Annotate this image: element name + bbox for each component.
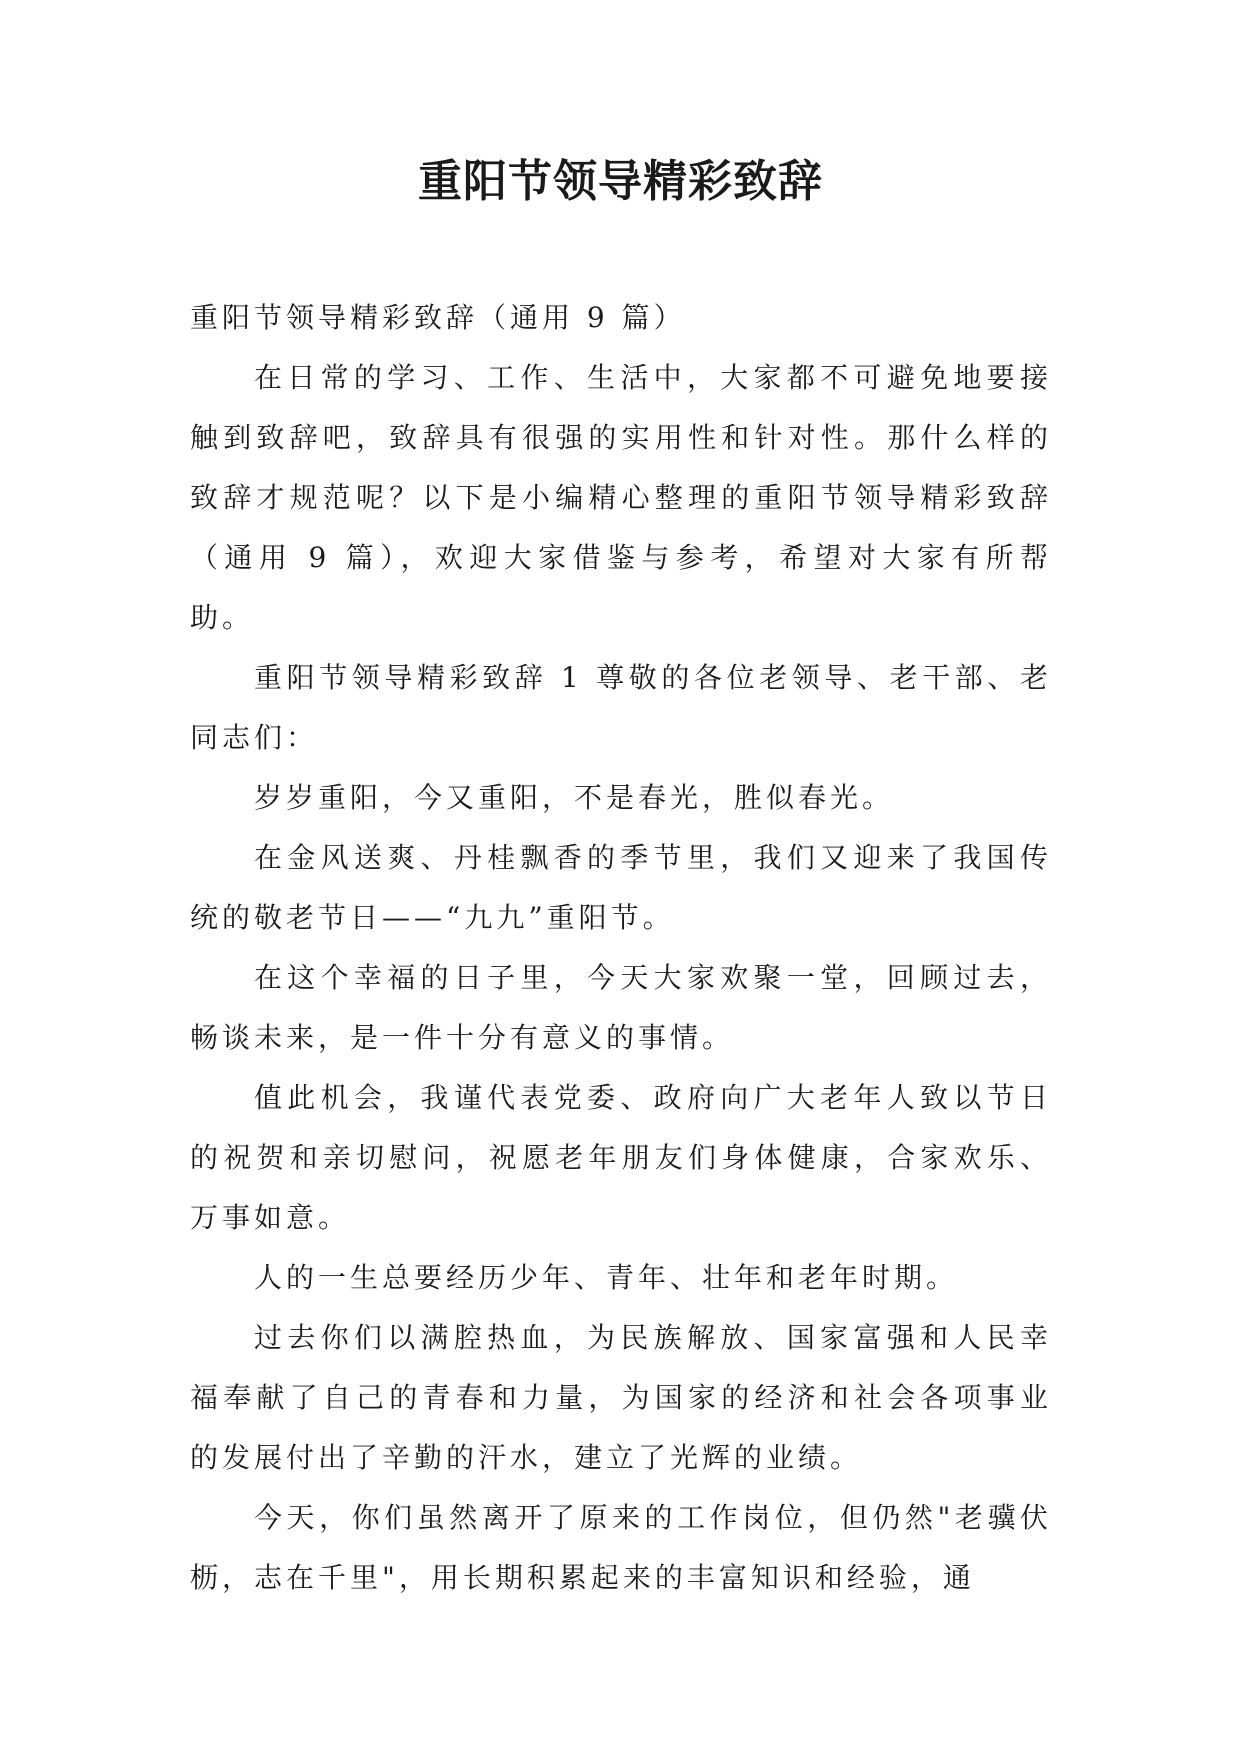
body-paragraph: 在金风送爽、丹桂飘香的季节里，我们又迎来了我国传统的敬老节日——“九九”重阳节。	[190, 841, 1052, 934]
body-paragraph: 岁岁重阳，今又重阳，不是春光，胜似春光。	[254, 781, 895, 814]
body-paragraph: 值此机会，我谨代表党委、政府向广大老年人致以节日的祝贺和亲切慰问，祝愿老年朋友们身体健康，合家欢乐、万事如意。	[190, 1081, 1052, 1234]
body-paragraph: 今天，你们虽然离开了原来的工作岗位，但仍然"老骥伏枥，志在千里"，用长期积累起来的丰富知识和经验，通	[190, 1501, 1052, 1594]
document-title: 重阳节领导精彩致辞	[418, 156, 823, 207]
body-paragraph: 重阳节领导精彩致辞 1 尊敬的各位老领导、老干部、老同志们：	[190, 661, 1052, 754]
body-paragraph: 在日常的学习、工作、生活中，大家都不可避免地要接触到致辞吧，致辞具有很强的实用性和针对性。那什么样的致辞才规范呢？以下是小编精心整理的重阳节领导精彩致辞（通用 9 篇），欢迎大家借鉴与参考，希望对大家有所帮助。	[190, 361, 1052, 634]
body-paragraph: 在这个幸福的日子里，今天大家欢聚一堂，回顾过去，畅谈未来，是一件十分有意义的事情。	[190, 961, 1052, 1054]
body-paragraph: 人的一生总要经历少年、青年、壮年和老年时期。	[254, 1261, 959, 1294]
subtitle-paragraph: 重阳节领导精彩致辞（通用 9 篇）	[190, 301, 686, 334]
document-body	[190, 288, 1052, 1608]
body-paragraph: 过去你们以满腔热血，为民族解放、国家富强和人民幸福奉献了自己的青春和力量，为国家的经济和社会各项事业的发展付出了辛勤的汗水，建立了光辉的业绩。	[190, 1321, 1052, 1474]
